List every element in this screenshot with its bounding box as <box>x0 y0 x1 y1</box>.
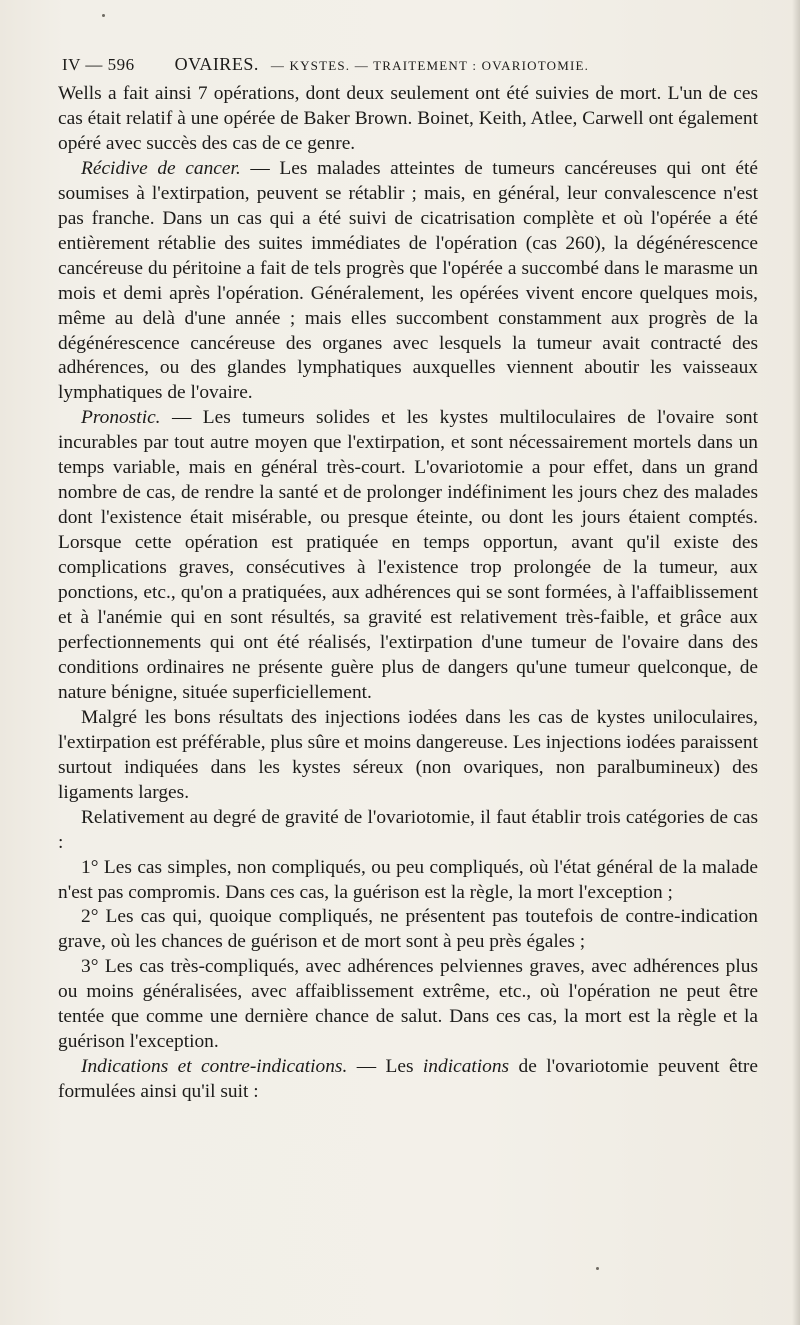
paragraph-cas-2 <box>58 905 758 955</box>
paragraph-gravite <box>58 806 758 856</box>
paragraph-indications <box>58 1055 758 1105</box>
paragraph-text: Wells a fait ainsi 7 opérations, dont deux seulement ont été suivies de mort. L'un de ces cas était relatif à une opérée de Baker Brown. Boinet, Keith, Atlee, Carwell ont également opéré avec succès des cas de ce genre. <box>58 83 758 154</box>
paragraph-injections <box>58 706 758 806</box>
print-speck <box>596 1267 599 1270</box>
paragraph-lead: Récidive de cancer. <box>81 157 241 179</box>
paragraph-text: Malgré les bons résultats des injections iodées dans les cas de kystes uniloculaires, l'extirpation est préférable, plus sûre et moins dangereuse. Les injections iodées paraissent surtout indiquées dans les kystes séreux (non ovariques, non paralbumineux) des ligaments larges. <box>58 706 758 803</box>
paragraph-cas-1 <box>58 856 758 906</box>
paragraph-text: — Les malades atteintes de tumeurs cancéreuses qui ont été soumises à l'extirpation, peuvent se rétablir ; mais, en général, leur convalescence n'est pas franche. Dans un cas qui a été suivi de cicatrisation complète et où l'opérée a été entièrement rétablie des suites immédiates de l'opération (cas 260), la dégénérescence cancéreuse du péritoine a fait de tels progrès que l'opérée a succombé dans le marasme un mois et demi après l'opération. Généralement, les opérées vivent encore quelques mois, même au delà d'une année ; mais elles succombent constamment aux progrès de la dégénérescence cancéreuse des organes avec lesquels la tumeur avait contracté des adhérences, ou des glandes lymphatiques auxquelles viennent aboutir les vaisseaux lymphatiques de l'ovaire. <box>58 157 758 404</box>
paragraph-text: — Les tumeurs solides et les kystes multiloculaires de l'ovaire sont incurables par tout autre moyen que l'extirpation, et sont nécessairement mortels dans un temps variable, mais en général très-court. L'ovariotomie a pour effet, dans un grand nombre de cas, de rendre la santé et de prolonger indéfiniment les jours chez des malades dont l'existence était misérable, ou presque éteinte, ou dont les jours étaient comptés. Lorsque cette opération est pratiquée en temps opportun, avant qu'il existe des complications graves, consécutives à l'existence trop prolongée de la tumeur, aux ponctions, etc., qu'on a pratiquées, aux adhérences qui se sont formées, à l'affaiblissement et à l'anémie qui en sont résultés, sa gravité est relativement très-faible, et grâce aux perfectionnements qui ont été réalisés, l'extirpation d'une tumeur de l'ovaire dans des conditions ordinaires ne présente guère plus de dangers qu'une tumeur quelconque, de nature bénigne, située superficiellement. <box>58 407 758 703</box>
paragraph-cas-3 <box>58 955 758 1055</box>
paragraph-text: — Les <box>347 1056 423 1078</box>
paragraph-lead: Indications et contre-indications. <box>81 1056 348 1078</box>
paragraph-text: 1° Les cas simples, non compliqués, ou peu compliqués, où l'état général de la malade n'est pas compromis. Dans ces cas, la guérison est la règle, la mort l'exception ; <box>58 856 758 903</box>
page-number: IV — 596 <box>62 55 135 74</box>
paragraph-text: 2° Les cas qui, quoique compliqués, ne présentent pas toutefois de contre-indication grave, où les chances de guérison et de mort sont à peu près égales ; <box>58 906 758 953</box>
page-edge-shadow <box>792 0 800 1325</box>
running-head <box>62 54 758 82</box>
paragraph-lead-inline: indications <box>422 1056 510 1078</box>
paragraph-wells <box>58 82 758 157</box>
print-speck <box>102 14 105 17</box>
section-subtitle: — KYSTES. — TRAITEMENT : OVARIOTOMIE. <box>270 58 590 73</box>
paragraph-text: 3° Les cas très-compliqués, avec adhérences pelviennes graves, avec adhérences plus ou moins généralisées, avec affaiblissement extrême, etc., où l'opération ne peut être tentée que comme une dernière chance de salut. Dans ces cas, la mort est la règle et la guérison l'exception. <box>58 956 758 1053</box>
body-text <box>58 82 758 1105</box>
paragraph-text-tail: de l'ovariotomie peuvent être formulées ainsi qu'il suit : <box>58 1056 758 1103</box>
paragraph-lead: Pronostic. <box>81 407 161 429</box>
paragraph-recidive <box>58 157 758 407</box>
paragraph-text: Relativement au degré de gravité de l'ovariotomie, il faut établir trois catégories de cas : <box>58 806 758 853</box>
section-title: OVAIRES. <box>174 54 259 74</box>
paragraph-pronostic <box>58 406 758 705</box>
